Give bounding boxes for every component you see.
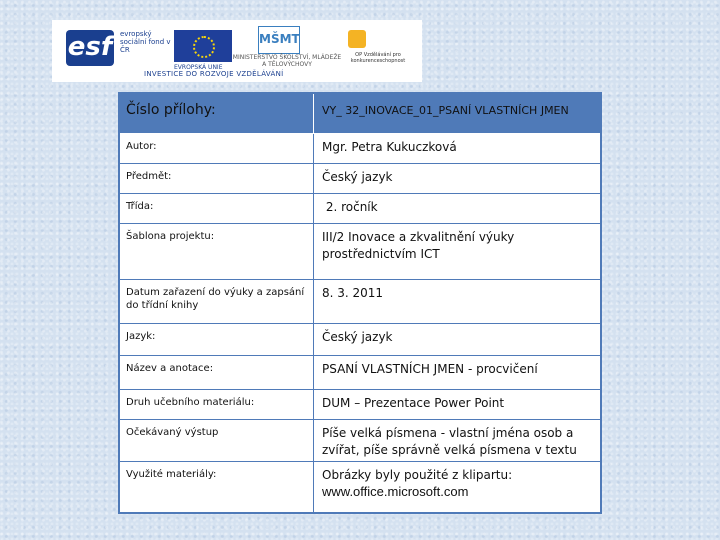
logo-banner [52, 20, 422, 82]
materials-link: www.office.microsoft.com [322, 484, 469, 499]
table-row [120, 224, 600, 280]
op-logo-text: OP Vzdělávání pro konkurenceschopnost [350, 52, 406, 64]
row-value: 8. 3. 2011 [314, 280, 600, 324]
eu-flag-icon [174, 30, 232, 62]
table-row [120, 134, 600, 164]
table-row [120, 280, 600, 324]
info-table [118, 92, 602, 514]
row-value: Mgr. Petra Kukuczková [314, 134, 600, 164]
table-row [120, 324, 600, 356]
header-value: VY_ 32_INOVACE_01_PSANÍ VLASTNÍCH JMEN [314, 94, 600, 134]
row-value: PSANÍ VLASTNÍCH JMEN - procvičení [314, 356, 600, 390]
row-value: Český jazyk [314, 164, 600, 194]
row-value: Píše velká písmena - vlastní jména osob a zvířat, píše správně velká písmena v textu [314, 420, 600, 462]
esf-logo: esf [66, 30, 114, 66]
table-row [120, 420, 600, 462]
row-value: Český jazyk [314, 324, 600, 356]
row-label: Název a anotace: [120, 356, 314, 390]
banner-caption: INVESTICE DO ROZVOJE VZDĚLÁVÁNÍ [144, 70, 284, 78]
table-header-row [120, 94, 600, 134]
row-value: DUM – Prezentace Power Point [314, 390, 600, 420]
row-label: Třída: [120, 194, 314, 224]
row-value: 2. ročník [314, 194, 600, 224]
table-row [120, 356, 600, 390]
table-row [120, 390, 600, 420]
materials-text: Obrázky byly použité z klipartu: [322, 468, 513, 482]
msmt-logo: MŠMT [258, 26, 300, 54]
row-label: Autor: [120, 134, 314, 164]
row-value: III/2 Inovace a zkvalitnění výuky prostřednictvím ICT [314, 224, 600, 280]
msmt-logo-text: MINISTERSTVO ŠKOLSTVÍ, MLÁDEŽE A TĚLOVÝCHOVY [232, 54, 342, 68]
row-label: Předmět: [120, 164, 314, 194]
row-value-materials [314, 462, 600, 512]
table-row [120, 462, 600, 512]
row-label: Využité materiály: [120, 462, 314, 512]
table-row [120, 194, 600, 224]
table-row [120, 164, 600, 194]
row-label: Jazyk: [120, 324, 314, 356]
eu-logo-text: EVROPSKÁ UNIE [174, 64, 223, 71]
row-label: Datum zařazení do výuky a zapsání do třídní knihy [120, 280, 314, 324]
row-label: Šablona projektu: [120, 224, 314, 280]
row-label: Druh učebního materiálu: [120, 390, 314, 420]
op-logo-icon [348, 30, 366, 48]
header-label: Číslo přílohy: [120, 94, 314, 134]
esf-logo-text: evropský sociální fond v ČR [120, 30, 171, 54]
row-label: Očekávaný výstup [120, 420, 314, 462]
